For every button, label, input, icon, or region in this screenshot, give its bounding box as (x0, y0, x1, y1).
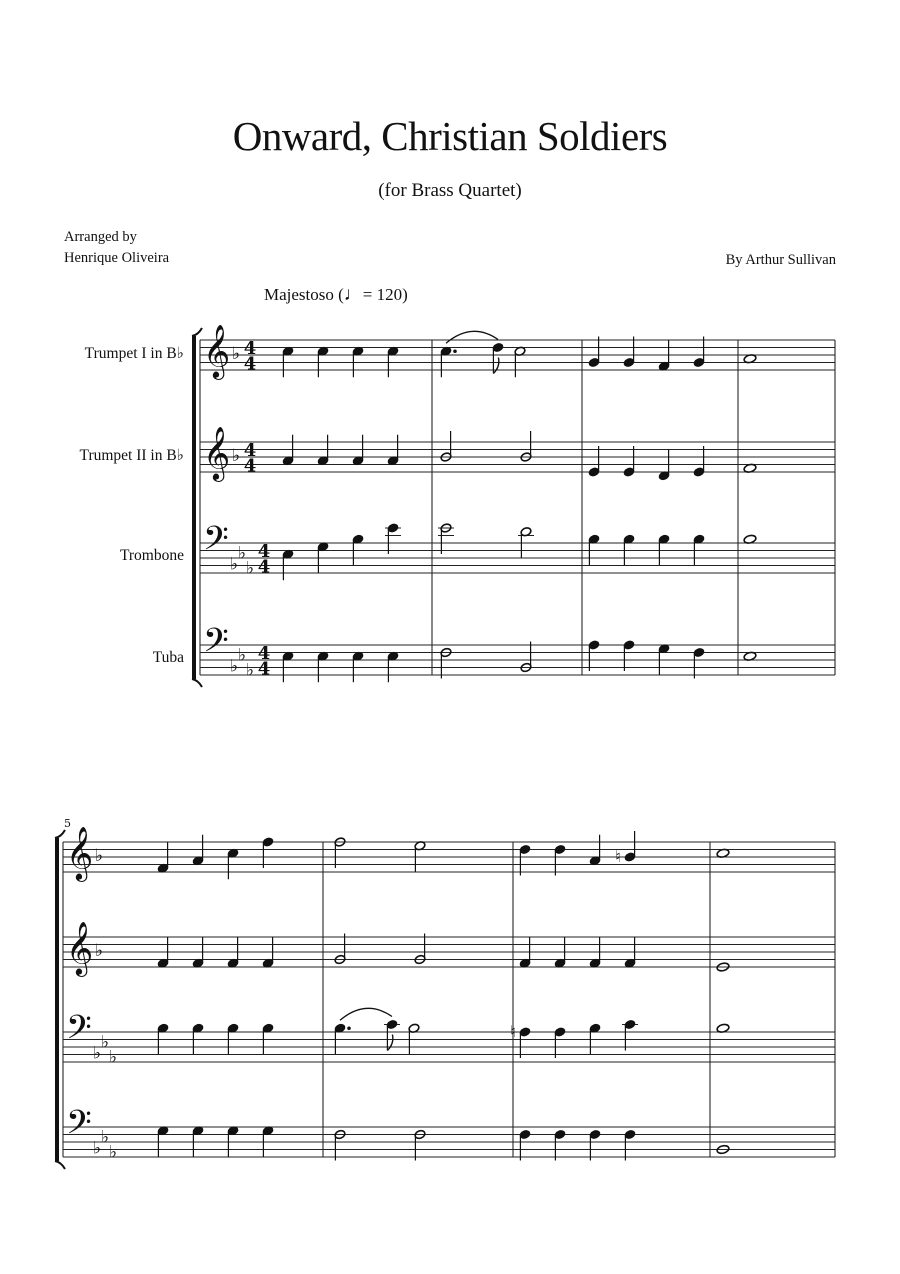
flat-icon: ♭ (109, 1047, 118, 1068)
flat-icon: ♭ (230, 554, 239, 575)
flat-icon: ♭ (246, 558, 255, 579)
score-title: Onward, Christian Soldiers (232, 113, 668, 159)
flat-icon: ♭ (95, 941, 104, 961)
time-signature-numerator: 4 (243, 439, 257, 461)
time-signature-numerator: 4 (243, 337, 257, 359)
time-signature-numerator: 4 (257, 642, 271, 664)
system-bracket-top (192, 328, 202, 336)
time-signature-numerator: 4 (257, 540, 271, 562)
quarter-note-icon: ♩ (343, 284, 363, 305)
augmentation-dot (347, 1026, 351, 1030)
eighth-flag (387, 1035, 392, 1051)
system-bracket-bottom (55, 1161, 65, 1169)
natural-icon: ♮ (615, 847, 621, 866)
system-bracket-top (55, 830, 65, 838)
flat-icon: ♭ (93, 1138, 102, 1159)
bass-clef-icon: 𝄢 (66, 1104, 92, 1151)
flat-icon: ♭ (246, 660, 255, 681)
treble-clef-icon: 𝄞 (203, 323, 231, 378)
bass-clef-icon: 𝄢 (203, 622, 229, 669)
flat-icon: ♭ (95, 846, 104, 866)
slur (340, 1008, 392, 1020)
bass-clef-icon: 𝄢 (66, 1009, 92, 1056)
tempo-value: = 120) (362, 285, 408, 304)
slur (446, 331, 498, 343)
flat-icon: ♭ (232, 446, 241, 466)
time-signature-denominator: 4 (257, 556, 271, 578)
flat-icon: ♭ (238, 543, 247, 564)
flat-icon: ♭ (232, 344, 241, 364)
flat-icon: ♭ (101, 1032, 110, 1053)
treble-clef-icon: 𝄞 (203, 425, 231, 480)
score-subtitle: (for Brass Quartet) (378, 180, 522, 201)
natural-icon: ♮ (510, 1022, 516, 1041)
arranger-label: Arranged by (64, 229, 137, 245)
instrument-label-trumpet-1: Trumpet I in B♭ (84, 345, 184, 362)
augmentation-dot (453, 349, 457, 353)
time-signature-denominator: 4 (243, 353, 257, 375)
arranger-name: Henrique Oliveira (64, 250, 170, 266)
measure-number: 5 (64, 817, 71, 830)
treble-clef-icon: 𝄞 (66, 825, 94, 880)
flat-icon: ♭ (109, 1142, 118, 1163)
bass-clef-icon: 𝄢 (203, 520, 229, 567)
flat-icon: ♭ (93, 1043, 102, 1064)
time-signature-denominator: 4 (257, 658, 271, 680)
flat-icon: ♭ (238, 645, 247, 666)
eighth-flag (493, 358, 498, 374)
tempo-label: Majestoso ( (264, 285, 344, 304)
time-signature-denominator: 4 (243, 455, 257, 477)
composer-credit: By Arthur Sullivan (725, 252, 836, 268)
system-bracket-bottom (192, 679, 202, 687)
instrument-label-trombone: Trombone (119, 547, 184, 564)
treble-clef-icon: 𝄞 (66, 920, 94, 975)
flat-icon: ♭ (101, 1127, 110, 1148)
instrument-label-tuba: Tuba (152, 649, 184, 666)
flat-icon: ♭ (230, 656, 239, 677)
instrument-label-trumpet-2: Trumpet II in B♭ (79, 447, 184, 464)
